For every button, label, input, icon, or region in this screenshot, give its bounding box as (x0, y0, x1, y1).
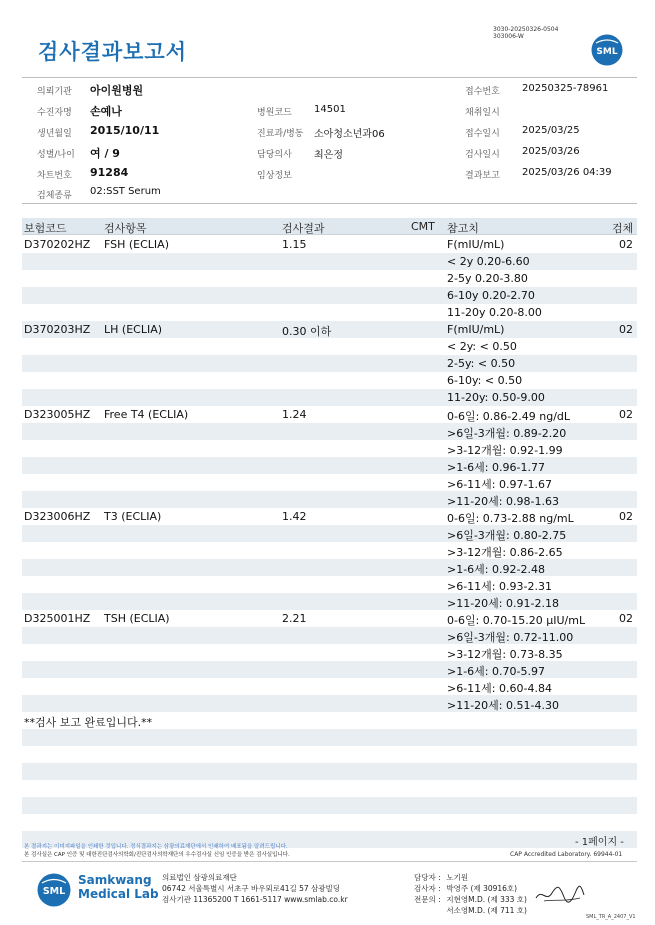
table-row (22, 304, 637, 321)
table-row (22, 525, 637, 542)
result-reference: >1-6세: 0.70-5.97 (447, 665, 545, 678)
table-row (22, 746, 637, 763)
result-reference: < 2y: < 0.50 (447, 340, 517, 353)
received-date: 2025/03/25 (522, 125, 580, 136)
result-reference: >6일-3개월: 0.80-2.75 (447, 529, 567, 542)
result-reference: >6-11세: 0.60-4.84 (447, 682, 552, 695)
table-row (22, 253, 637, 270)
result-value: 2.21 (282, 612, 307, 625)
table-row (22, 729, 637, 746)
table-row (22, 491, 637, 508)
staff-name: 노기원 (446, 873, 469, 882)
result-value: 1.15 (282, 238, 307, 251)
table-row (22, 712, 637, 729)
form-code: SML_TR_A_2407_V1 (586, 914, 636, 920)
result-reference: >11-20세: 0.91-2.18 (447, 597, 559, 610)
table-row (22, 440, 637, 457)
sml-brand-logo-text: SML (42, 886, 66, 897)
table-row (22, 355, 637, 372)
info-label: 검체종류 (37, 191, 72, 201)
result-reference: >11-20세: 0.51-4.30 (447, 699, 559, 712)
table-row (22, 389, 637, 406)
info-label: 접수일시 (465, 129, 500, 139)
results-table-header (22, 218, 637, 235)
staff-name: 서소영M.D. (제 711 호) (446, 906, 527, 915)
result-reference: 2-5y 0.20-3.80 (447, 272, 528, 285)
table-row (22, 559, 637, 576)
info-bottom-rule (22, 203, 637, 204)
table-row (22, 372, 637, 389)
result-specimen: 02 (619, 238, 633, 251)
report-title: 검사결과보고서 (38, 40, 188, 64)
table-row (22, 661, 637, 678)
physician: 최은정 (314, 150, 343, 161)
result-specimen: 02 (619, 408, 633, 421)
result-reference: >1-6세: 0.92-2.48 (447, 563, 545, 576)
staff-row (414, 905, 527, 916)
staff-name: 박영주 (제 30916호) (446, 884, 518, 893)
result-reference: >3-12개월: 0.92-1.99 (447, 444, 563, 457)
result-item: FSH (ECLIA) (104, 238, 169, 251)
footer-rule (22, 861, 637, 862)
table-row (22, 542, 637, 559)
table-row (22, 474, 637, 491)
lab-address (162, 872, 348, 905)
info-label: 생년월일 (37, 129, 72, 139)
document-number (493, 26, 558, 40)
header-cmt: CMT (411, 220, 435, 233)
info-label: 임상정보 (257, 171, 292, 181)
table-row (22, 338, 637, 355)
specimen-type: 02:SST Serum (90, 186, 161, 197)
result-reference: 11-20y 0.20-8.00 (447, 306, 542, 319)
result-reference: 0-6일: 0.73-2.88 ng/mL (447, 512, 574, 525)
department: 소아청소년과06 (314, 129, 385, 140)
info-label: 담당의사 (257, 150, 292, 160)
staff-label: 담당자 : (414, 873, 441, 882)
table-row (22, 695, 637, 712)
info-label: 결과보고 (465, 171, 500, 181)
table-row (22, 610, 637, 627)
result-specimen: 02 (619, 323, 633, 336)
header-item: 검사항목 (104, 222, 147, 235)
staff-label: 검사자 : (414, 884, 441, 893)
report-datetime: 2025/03/26 04:39 (522, 167, 612, 178)
result-code: D325001HZ (24, 612, 91, 625)
result-item: T3 (ECLIA) (104, 510, 162, 523)
result-value: 1.42 (282, 510, 307, 523)
cap-accreditation: CAP Accredited Laboratory. 69944-01 (510, 851, 623, 858)
result-reference: F(mIU/mL) (447, 323, 505, 336)
test-date: 2025/03/26 (522, 146, 580, 157)
accession-number: 20250325-78961 (522, 83, 609, 94)
result-reference: >6일-3개월: 0.72-11.00 (447, 631, 574, 644)
result-reference: 11-20y: 0.50-9.00 (447, 391, 545, 404)
info-label: 수진자명 (37, 108, 72, 118)
result-specimen: 02 (619, 612, 633, 625)
info-label: 성별/나이 (37, 150, 75, 160)
info-label: 병원코드 (257, 108, 292, 118)
result-value: 1.24 (282, 408, 307, 421)
brand-name-line: Samkwang (78, 873, 152, 887)
result-code: D370202HZ (24, 238, 91, 251)
result-value: 0.30 이하 (282, 325, 332, 338)
result-reference: >6-11세: 0.93-2.31 (447, 580, 552, 593)
result-code: D323006HZ (24, 510, 91, 523)
table-row (22, 508, 637, 525)
header-rule (22, 77, 637, 78)
table-row (22, 644, 637, 661)
staff-row (414, 883, 527, 894)
info-label: 검사일시 (465, 150, 500, 160)
result-code: D370203HZ (24, 323, 91, 336)
header-reference: 참고치 (447, 222, 479, 235)
result-specimen: 02 (619, 510, 633, 523)
result-reference: >11-20세: 0.98-1.63 (447, 495, 559, 508)
result-reference: 0-6일: 0.86-2.49 ng/dL (447, 410, 571, 423)
table-row (22, 287, 637, 304)
result-item: TSH (ECLIA) (104, 612, 170, 625)
result-reference: 0-6일: 0.70-15.20 μIU/mL (447, 614, 586, 627)
result-reference: >3-12개월: 0.73-8.35 (447, 648, 563, 661)
header-code: 보험코드 (24, 222, 67, 235)
page-number: - 1페이지 - (575, 837, 624, 848)
address-line: 06742 서울특별시 서초구 바우뫼로41길 57 삼광빌딩 (162, 884, 341, 893)
result-code: **검사 보고 완료입니다.** (24, 716, 153, 729)
staff-label: 전문의 : (414, 895, 441, 904)
birth-date: 2015/10/11 (90, 124, 160, 137)
staff-list (414, 872, 527, 916)
staff-row (414, 872, 527, 883)
sml-logo (590, 33, 624, 67)
result-reference: F(mIU/mL) (447, 238, 505, 251)
result-reference: >3-12개월: 0.86-2.65 (447, 546, 563, 559)
info-label: 채취일시 (465, 108, 500, 118)
document-number-line: 3030-20250326-0504 (493, 26, 559, 33)
hospital-code: 14501 (314, 104, 346, 115)
result-reference: >6-11세: 0.97-1.67 (447, 478, 552, 491)
header-specimen: 검체 (612, 222, 634, 235)
result-item: LH (ECLIA) (104, 323, 163, 336)
table-row (22, 797, 637, 814)
info-label: 접수번호 (465, 87, 500, 97)
table-row (22, 321, 637, 338)
staff-name: 지현영M.D. (제 333 호) (446, 895, 527, 904)
header-result: 검사결과 (282, 222, 325, 235)
table-row (22, 457, 637, 474)
table-row (22, 406, 637, 423)
address-line: 의료법인 삼광의료재단 (162, 873, 237, 882)
info-label: 진료과/병동 (257, 129, 304, 139)
patient-name: 손예나 (90, 105, 122, 118)
brand-name (78, 873, 159, 901)
referring-hospital: 아이원병원 (90, 84, 144, 97)
table-row (22, 780, 637, 797)
result-reference: 6-10y: < 0.50 (447, 374, 523, 387)
table-row (22, 270, 637, 287)
sml-logo-text: SML (596, 47, 618, 57)
staff-row (414, 894, 527, 905)
table-row (22, 627, 637, 644)
table-row (22, 678, 637, 695)
table-row (22, 814, 637, 831)
brand-name-line: Medical Lab (78, 887, 159, 901)
document-number-line: 303006-W (493, 33, 524, 40)
table-row (22, 236, 637, 253)
address-line: 검사기관 11365200 T 1661-5117 www.smlab.co.kr (162, 895, 348, 904)
signature (534, 883, 586, 905)
result-item: Free T4 (ECLIA) (104, 408, 189, 421)
print-notice: 본 결과지는 이미지파일을 인쇄한 것입니다. 정식결과지는 삼광의료재단에서 인쇄하여 배포됨을 알려드립니다. (24, 844, 288, 850)
result-reference: 6-10y 0.20-2.70 (447, 289, 535, 302)
result-reference: 2-5y: < 0.50 (447, 357, 516, 370)
result-reference: >1-6세: 0.96-1.77 (447, 461, 545, 474)
info-label: 차트번호 (37, 171, 72, 181)
result-reference: >6일-3개월: 0.89-2.20 (447, 427, 567, 440)
accreditation-notice: 본 검사실은 CAP 인증 및 대한진단검사의학회/진단검사의학재단의 우수검사실 신임 인증을 받은 검사실입니다. (24, 852, 290, 858)
chart-number: 91284 (90, 166, 129, 179)
table-row (22, 423, 637, 440)
table-row (22, 576, 637, 593)
table-row (22, 593, 637, 610)
sex-age: 여 / 9 (90, 147, 120, 160)
result-code: D323005HZ (24, 408, 91, 421)
result-reference: < 2y 0.20-6.60 (447, 255, 530, 268)
sml-brand-logo (36, 872, 72, 908)
info-label: 의뢰기관 (37, 87, 72, 97)
table-row (22, 763, 637, 780)
